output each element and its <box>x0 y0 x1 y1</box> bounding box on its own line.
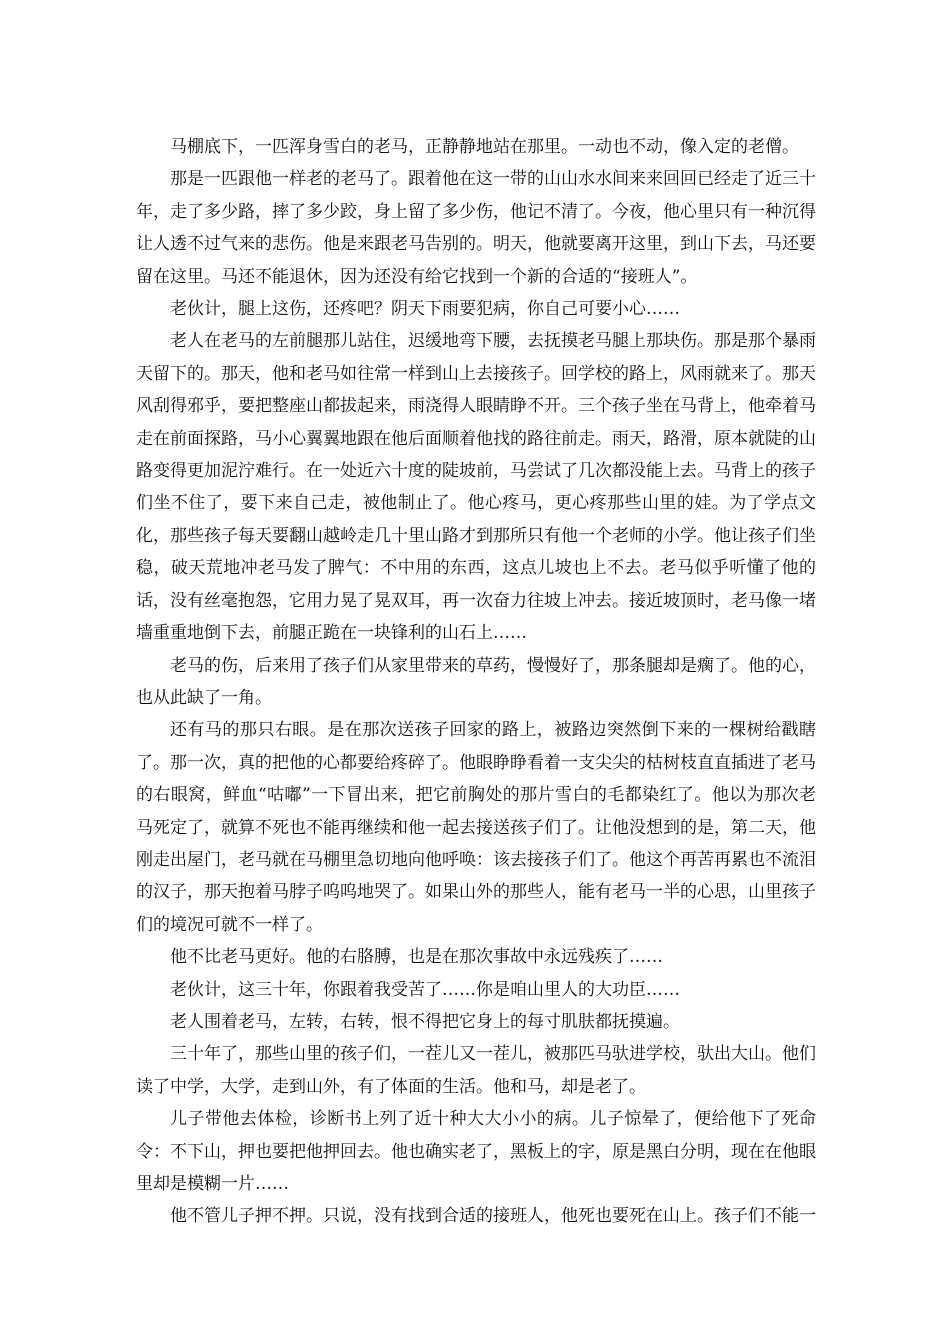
paragraph-3: 老伙计，腿上这伤，还疼吧？阴天下雨要犯病，你自己可要小心…… <box>170 299 680 320</box>
paragraph-1: 马棚底下，一匹浑身雪白的老马，正静静地站在那里。一动也不动，像入定的老僧。 <box>170 137 799 157</box>
paragraph-11: 儿子带他去体检，诊断书上列了近十种大大小小的病。儿子惊晕了，便给他下了死命令：不下山，押也要把他押回去。他也确实老了，黑板上的字，原是黑白分明，现在在他眼里却是模糊一片…… <box>136 1109 816 1194</box>
document-body <box>136 131 816 1233</box>
paragraph-9: 老人围着老马，左转，右转，恨不得把它身上的每寸肌肤都抚摸遍。 <box>170 1011 680 1032</box>
paragraph-8: 老伙计，这三十年，你跟着我受苦了……你是咱山里人的大功臣…… <box>170 979 680 1000</box>
paragraph-12: 他不管儿子押不押。只说，没有找到合适的接班人，他死也要死在山上。孩子们不能一 <box>170 1206 816 1227</box>
paragraph-10: 三十年了，那些山里的孩子们，一茬儿又一茬儿，被那匹马驮进学校，驮出大山。他们读了中学，大学，走到山外，有了体面的生活。他和马，却是老了。 <box>136 1044 816 1097</box>
paragraph-5: 老马的伤，后来用了孩子们从家里带来的草药，慢慢好了，那条腿却是瘸了。他的心，也从此缺了一角。 <box>136 655 816 708</box>
paragraph-6: 还有马的那只右眼。是在那次送孩子回家的路上，被路边突然倒下来的一棵树给戳瞎了。那一次，真的把他的心都要给疼碎了。他眼睁睁看着一支尖尖的枯树枝直直插进了老马的右眼窝，鲜血“咕嘟”一下冒出来，把它前胸处的那片雪白的毛都染红了。他以为那次老马死定了，就算不死也不能再继续和他一起去接送孩子们了。让他没想到的是，第二天，他刚走出屋门，老马就在马棚里急切地向他呼唤：该去接孩子们了。他这个再苦再累也不流泪的汉子，那天抱着马脖子呜呜地哭了。如果山外的那些人，能有老马一半的心思，山里孩子们的境况可就不一样了。 <box>136 720 816 935</box>
paragraph-7: 他不比老马更好。他的右胳膊，也是在那次事故中永远残疾了…… <box>170 947 663 968</box>
paragraph-2: 那是一匹跟他一样老的老马了。跟着他在这一带的山山水水间来来回回已经走了近三十年，走了多少路，摔了多少跤，身上留了多少伤，他记不清了。今夜，他心里只有一种沉得让人透不过气来的悲伤。他是来跟老马告别的。明天，他就要离开这里，到山下去，马还要留在这里。马还不能退休，因为还没有给它找到一个新的合适的“接班人”。 <box>136 169 816 287</box>
paragraph-4: 老人在老马的左前腿那儿站住，迟缓地弯下腰，去抚摸老马腿上那块伤。那是那个暴雨天留下的。那天，他和老马如往常一样到山上去接孩子。回学校的路上，风雨就来了。那天风刮得邪乎，要把整座山都拔起来，雨浇得人眼睛睁不开。三个孩子坐在马背上，他牵着马走在前面探路，马小心翼翼地跟在他后面顺着他找的路往前走。雨天，路滑，原本就陡的山路变得更加泥泞难行。在一处近六十度的陡坡前，马尝试了几次都没能上去。马背上的孩子们坐不住了，要下来自己走，被他制止了。他心疼马，更心疼那些山里的娃。为了学点文化，那些孩子每天要翻山越岭走几十里山路才到那所只有他一个老师的小学。他让孩子们坐稳，破天荒地冲老马发了脾气：不中用的东西，这点儿坡也上不去。老马似乎听懂了他的话，没有丝毫抱怨，它用力晃了晃双耳，再一次奋力往坡上冲去。接近坡顶时，老马像一堵墙重重地倒下去，前腿正跪在一块锋利的山石上…… <box>136 331 816 644</box>
